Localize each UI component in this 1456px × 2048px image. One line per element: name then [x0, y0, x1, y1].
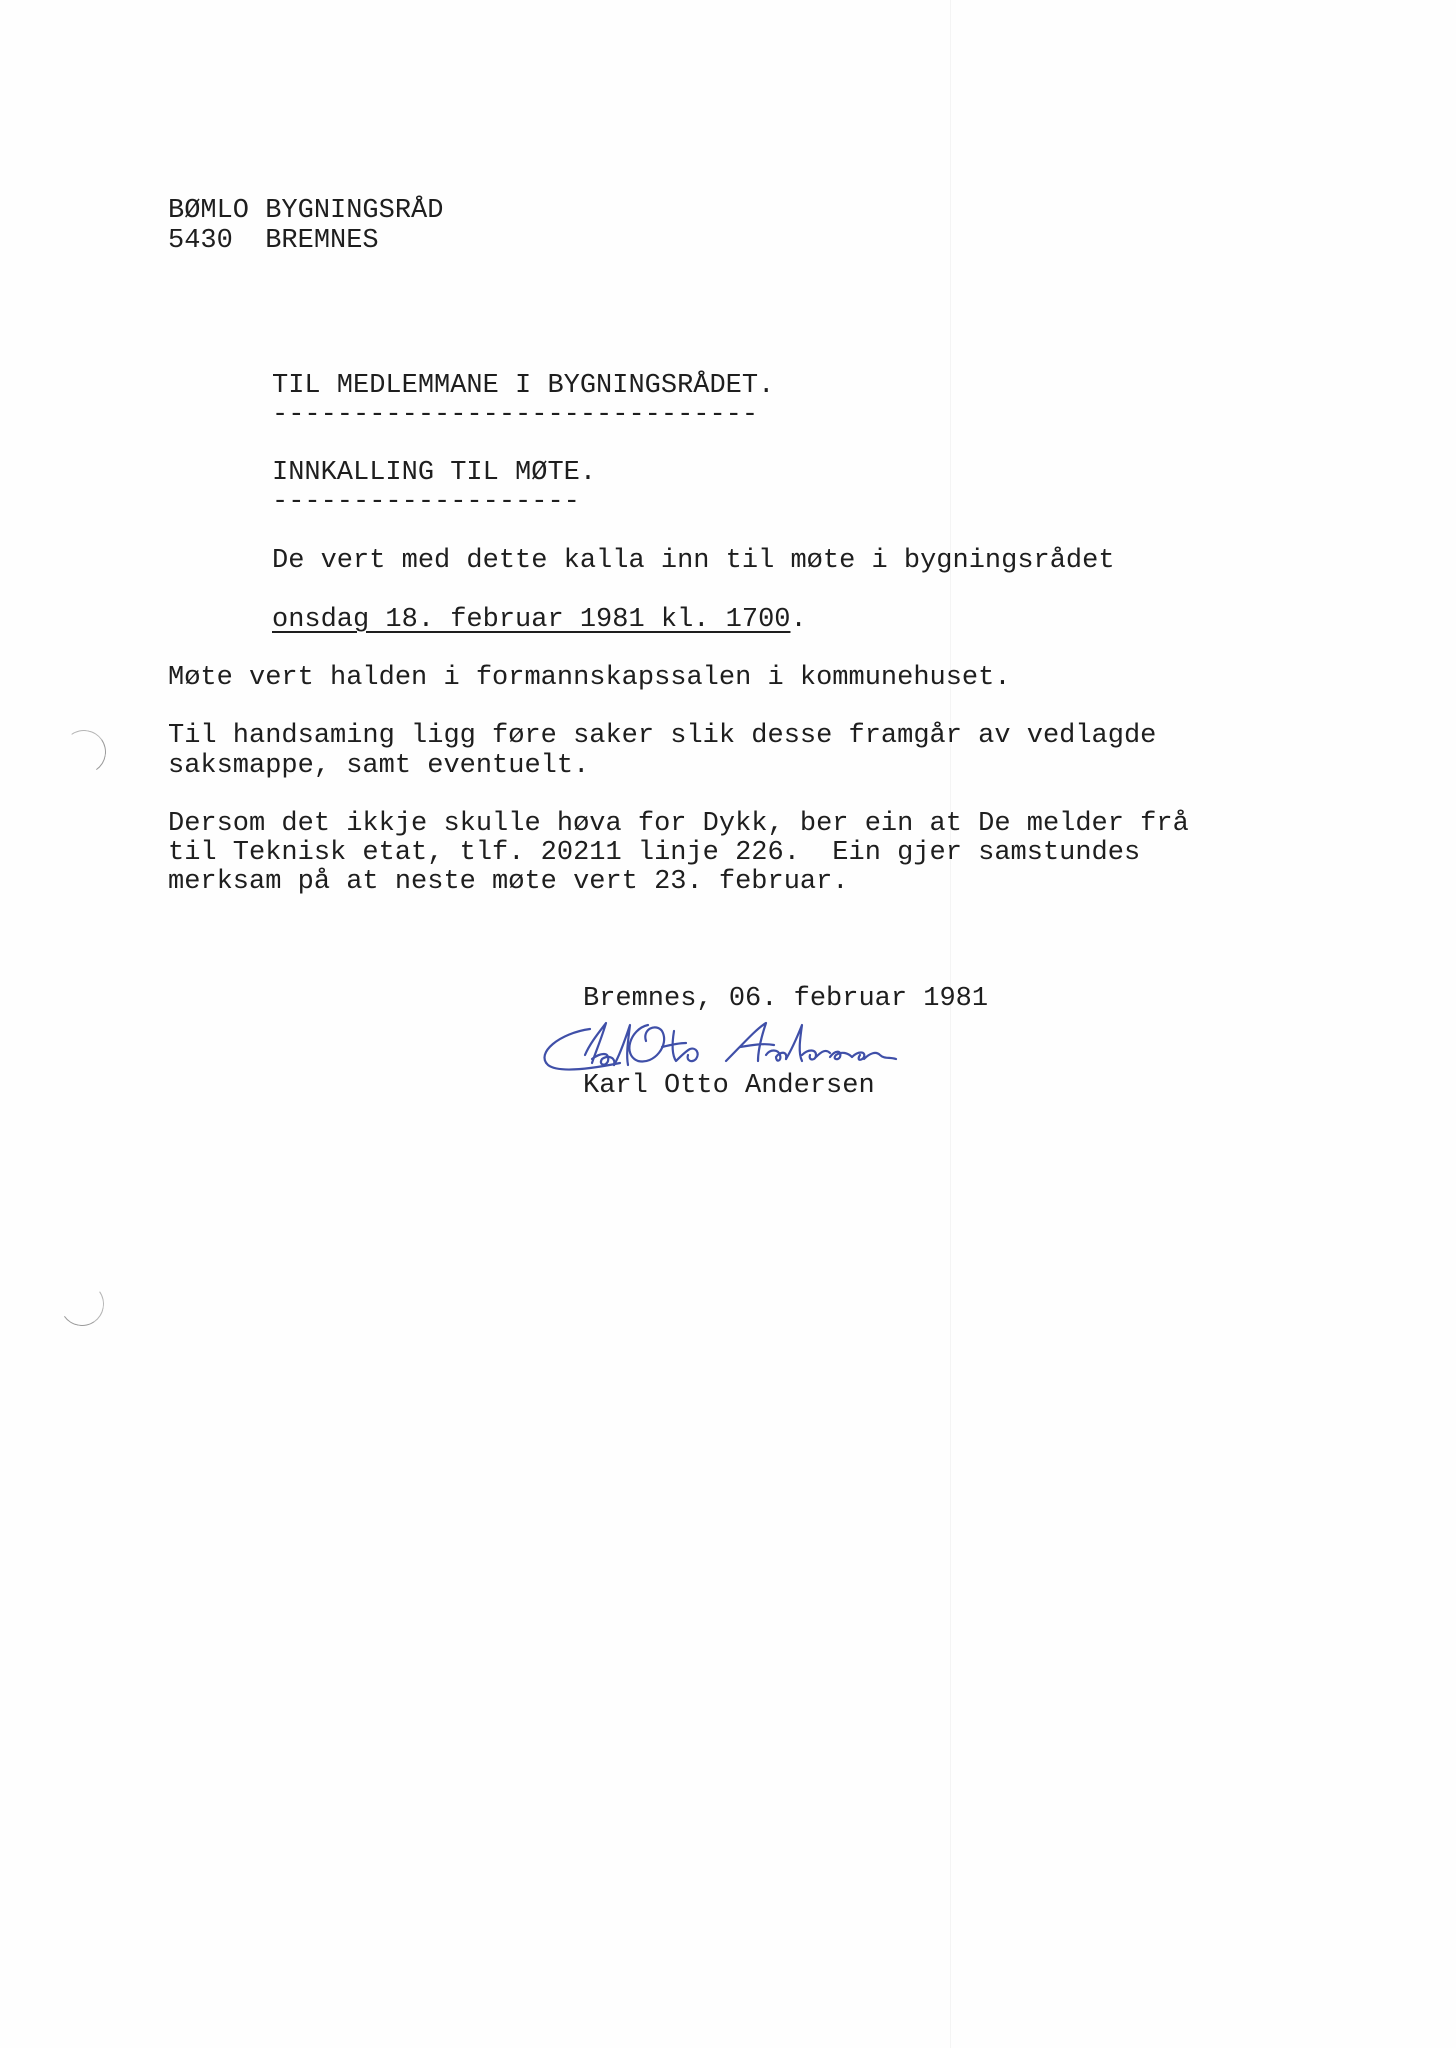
agenda-line-2: saksmappe, samt eventuelt.	[168, 751, 590, 781]
agenda-line-1: Til handsaming ligg føre saker slik desse framgår av vedlagde	[168, 721, 1157, 751]
sender-postal-address: 5430 BREMNES	[168, 226, 379, 256]
subject-title-rule: -------------------	[272, 487, 580, 517]
signatory-name: Karl Otto Andersen	[583, 1071, 875, 1101]
recipient-heading-rule: ------------------------------	[272, 400, 759, 430]
meeting-datetime-suffix: .	[790, 605, 807, 635]
punch-hole-lower	[57, 1279, 108, 1330]
invitation-line: De vert med dette kalla inn til møte i bygningsrådet	[272, 546, 1115, 576]
subject-title: INNKALLING TIL MØTE.	[272, 458, 597, 488]
punch-hole-upper	[59, 727, 110, 778]
location-line: Møte vert halden i formannskapssalen i kommunehuset.	[168, 663, 1011, 693]
recipient-heading: TIL MEDLEMMANE I BYGNINGSRÅDET.	[272, 371, 775, 401]
absence-line-1: Dersom det ikkje skulle høva for Dykk, ber ein at De melder frå	[168, 809, 1189, 839]
absence-line-2: til Teknisk etat, tlf. 20211 linje 226. Ein gjer samstundes	[168, 838, 1141, 868]
sender-name: BØMLO BYGNINGSRÅD	[168, 196, 444, 226]
absence-line-3: merksam på at neste møte vert 23. februar.	[168, 867, 849, 897]
meeting-datetime: onsdag 18. februar 1981 kl. 1700	[272, 605, 791, 635]
place-and-date: Bremnes, 06. februar 1981	[583, 984, 989, 1014]
meeting-datetime-line	[272, 605, 807, 635]
